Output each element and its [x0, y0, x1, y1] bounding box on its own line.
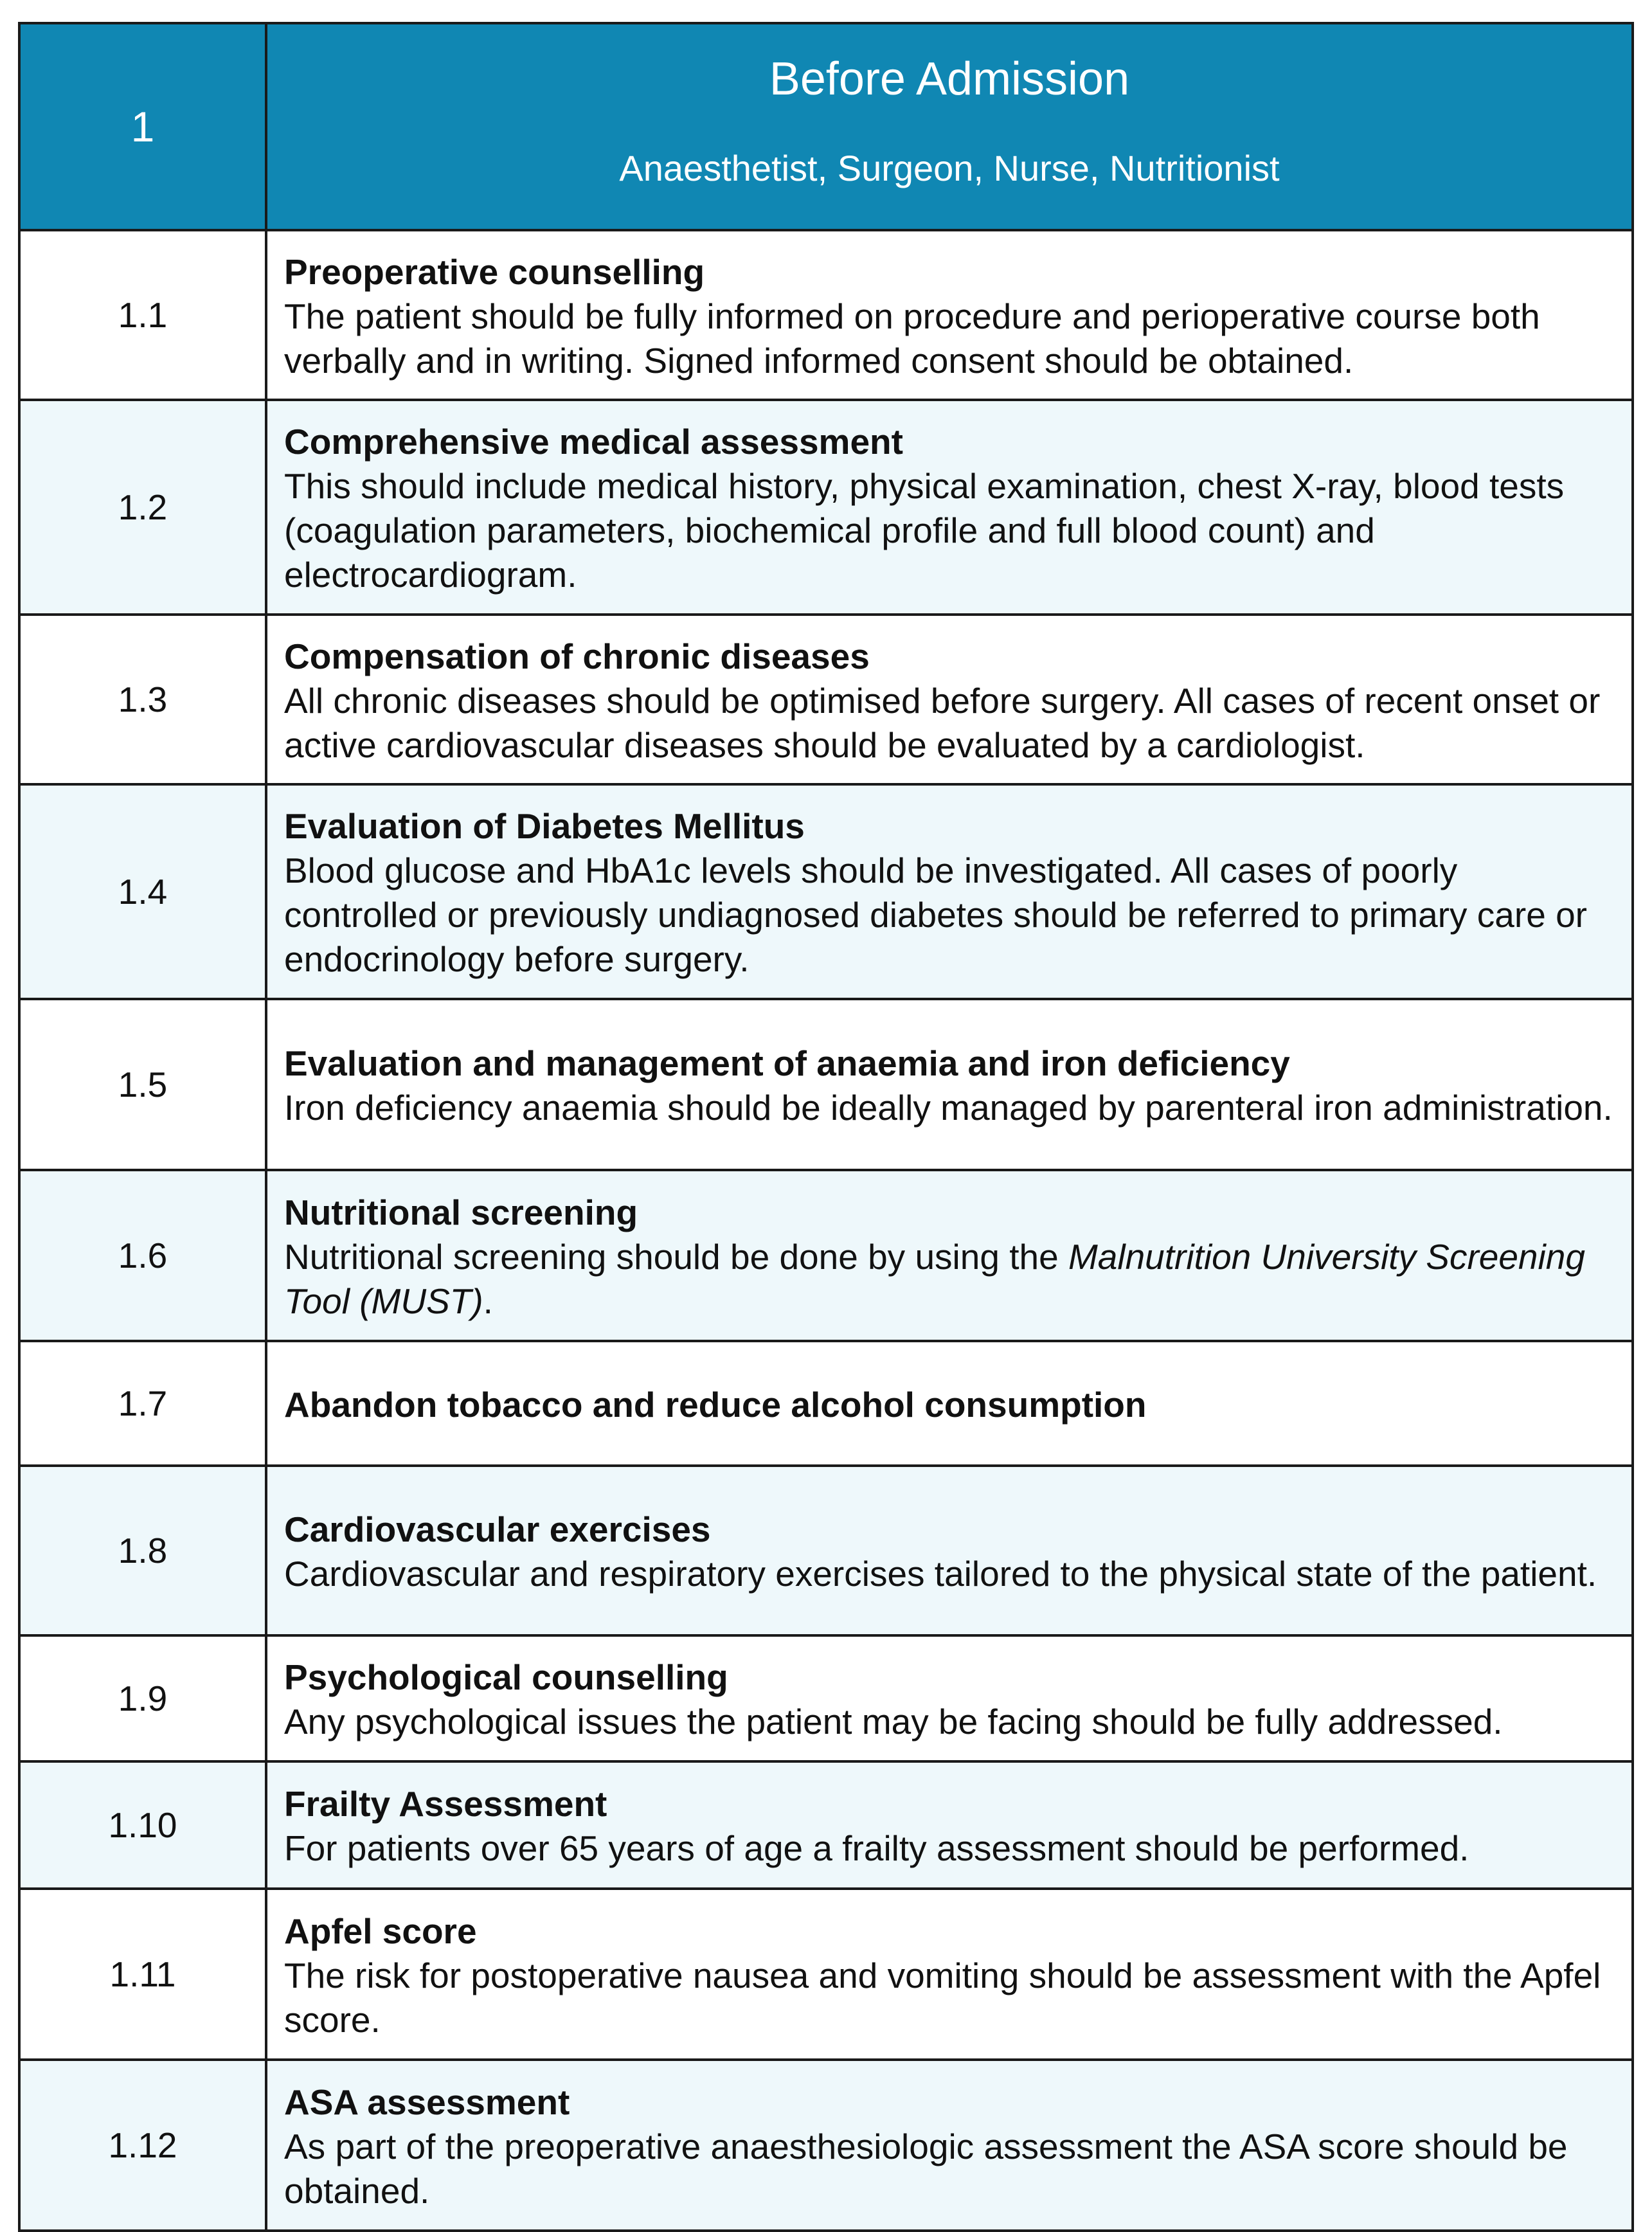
item-title: Frailty Assessment: [284, 1784, 607, 1824]
table-row: [19, 784, 1633, 999]
item-content: [266, 1761, 1633, 1889]
item-description: Blood glucose and HbA1c levels should be investigated. All cases of poorly controlled or previously undiagnosed diabetes should be referred to primary care or endocrinology before surgery.: [284, 851, 1587, 979]
item-title: Nutritional screening: [284, 1192, 638, 1232]
item-description: The patient should be fully informed on procedure and perioperative course both verbally and in writing. Signed informed consent should be obtained.: [284, 296, 1540, 381]
table-row: [19, 230, 1633, 400]
item-content: [266, 615, 1633, 784]
tool-name: Malnutrition University Screening Tool (MUST): [284, 1236, 1585, 1321]
item-title: Preoperative counselling: [284, 251, 705, 292]
table-row: [19, 999, 1633, 1170]
table-row: [19, 1466, 1633, 1635]
item-content: [266, 999, 1633, 1170]
table-row: [19, 1635, 1633, 1761]
item-description: This should include medical history, physical examination, chest X-ray, blood tests (coagulation parameters, biochemical profile and full blood count) and electrocardiogram.: [284, 466, 1565, 595]
item-content: [266, 230, 1633, 400]
section-title: Before Admission: [769, 53, 1130, 105]
item-number: 1.5: [19, 999, 266, 1170]
item-description: All chronic diseases should be optimised before surgery. All cases of recent onset or active cardiovascular diseases should be evaluated by a cardiologist.: [284, 680, 1601, 765]
table-row: [19, 2060, 1633, 2231]
item-number: 1.2: [19, 400, 266, 615]
item-content: [266, 784, 1633, 999]
item-content: [266, 400, 1633, 615]
item-description: Any psychological issues the patient may be facing should be fully addressed.: [284, 1702, 1503, 1742]
item-content: [266, 1635, 1633, 1761]
item-title: Abandon tobacco and reduce alcohol consumption: [284, 1384, 1147, 1425]
section-number: 1: [19, 23, 266, 230]
item-description-text: Nutritional screening should be done by using the: [284, 1236, 1068, 1277]
item-title: Compensation of chronic diseases: [284, 636, 870, 676]
item-title: Evaluation and management of anaemia and iron deficiency: [284, 1043, 1290, 1083]
item-number: 1.12: [19, 2060, 266, 2231]
table-row: [19, 1170, 1633, 1341]
table-row: [19, 1341, 1633, 1466]
item-description-end: .: [483, 1281, 493, 1321]
item-content: [266, 1341, 1633, 1466]
table-row: [19, 400, 1633, 615]
item-number: 1.10: [19, 1761, 266, 1889]
item-description: As part of the preoperative anaesthesiologic assessment the ASA score should be obtained.: [284, 2126, 1568, 2211]
item-title: Comprehensive medical assessment: [284, 422, 903, 462]
admission-checklist-table: [18, 22, 1634, 2232]
item-number: 1.6: [19, 1170, 266, 1341]
item-number: 1.9: [19, 1635, 266, 1761]
table-row: [19, 1761, 1633, 1889]
item-title: Apfel score: [284, 1911, 477, 1951]
item-description: [284, 1235, 1616, 1324]
section-header: [266, 23, 1633, 230]
table-header-row: [19, 23, 1633, 230]
item-number: 1.3: [19, 615, 266, 784]
item-description: The risk for postoperative nausea and vomiting should be assessment with the Apfel score.: [284, 1955, 1601, 2040]
item-number: 1.7: [19, 1341, 266, 1466]
item-content: [266, 1170, 1633, 1341]
section-roles: Anaesthetist, Surgeon, Nurse, Nutritionist: [619, 148, 1280, 188]
item-description: For patients over 65 years of age a frailty assessment should be performed.: [284, 1828, 1469, 1868]
table-row: [19, 615, 1633, 784]
item-content: [266, 1889, 1633, 2060]
item-title: Cardiovascular exercises: [284, 1509, 711, 1549]
item-number: 1.8: [19, 1466, 266, 1635]
item-title: Psychological counselling: [284, 1657, 728, 1697]
item-number: 1.1: [19, 230, 266, 400]
item-description: Iron deficiency anaemia should be ideally managed by parenteral iron administration.: [284, 1088, 1613, 1128]
item-title: ASA assessment: [284, 2082, 570, 2122]
item-description: Cardiovascular and respiratory exercises tailored to the physical state of the patient.: [284, 1554, 1597, 1594]
item-number: 1.11: [19, 1889, 266, 2060]
item-content: [266, 2060, 1633, 2231]
item-number: 1.4: [19, 784, 266, 999]
table-row: [19, 1889, 1633, 2060]
item-title: Evaluation of Diabetes Mellitus: [284, 806, 805, 846]
item-content: [266, 1466, 1633, 1635]
